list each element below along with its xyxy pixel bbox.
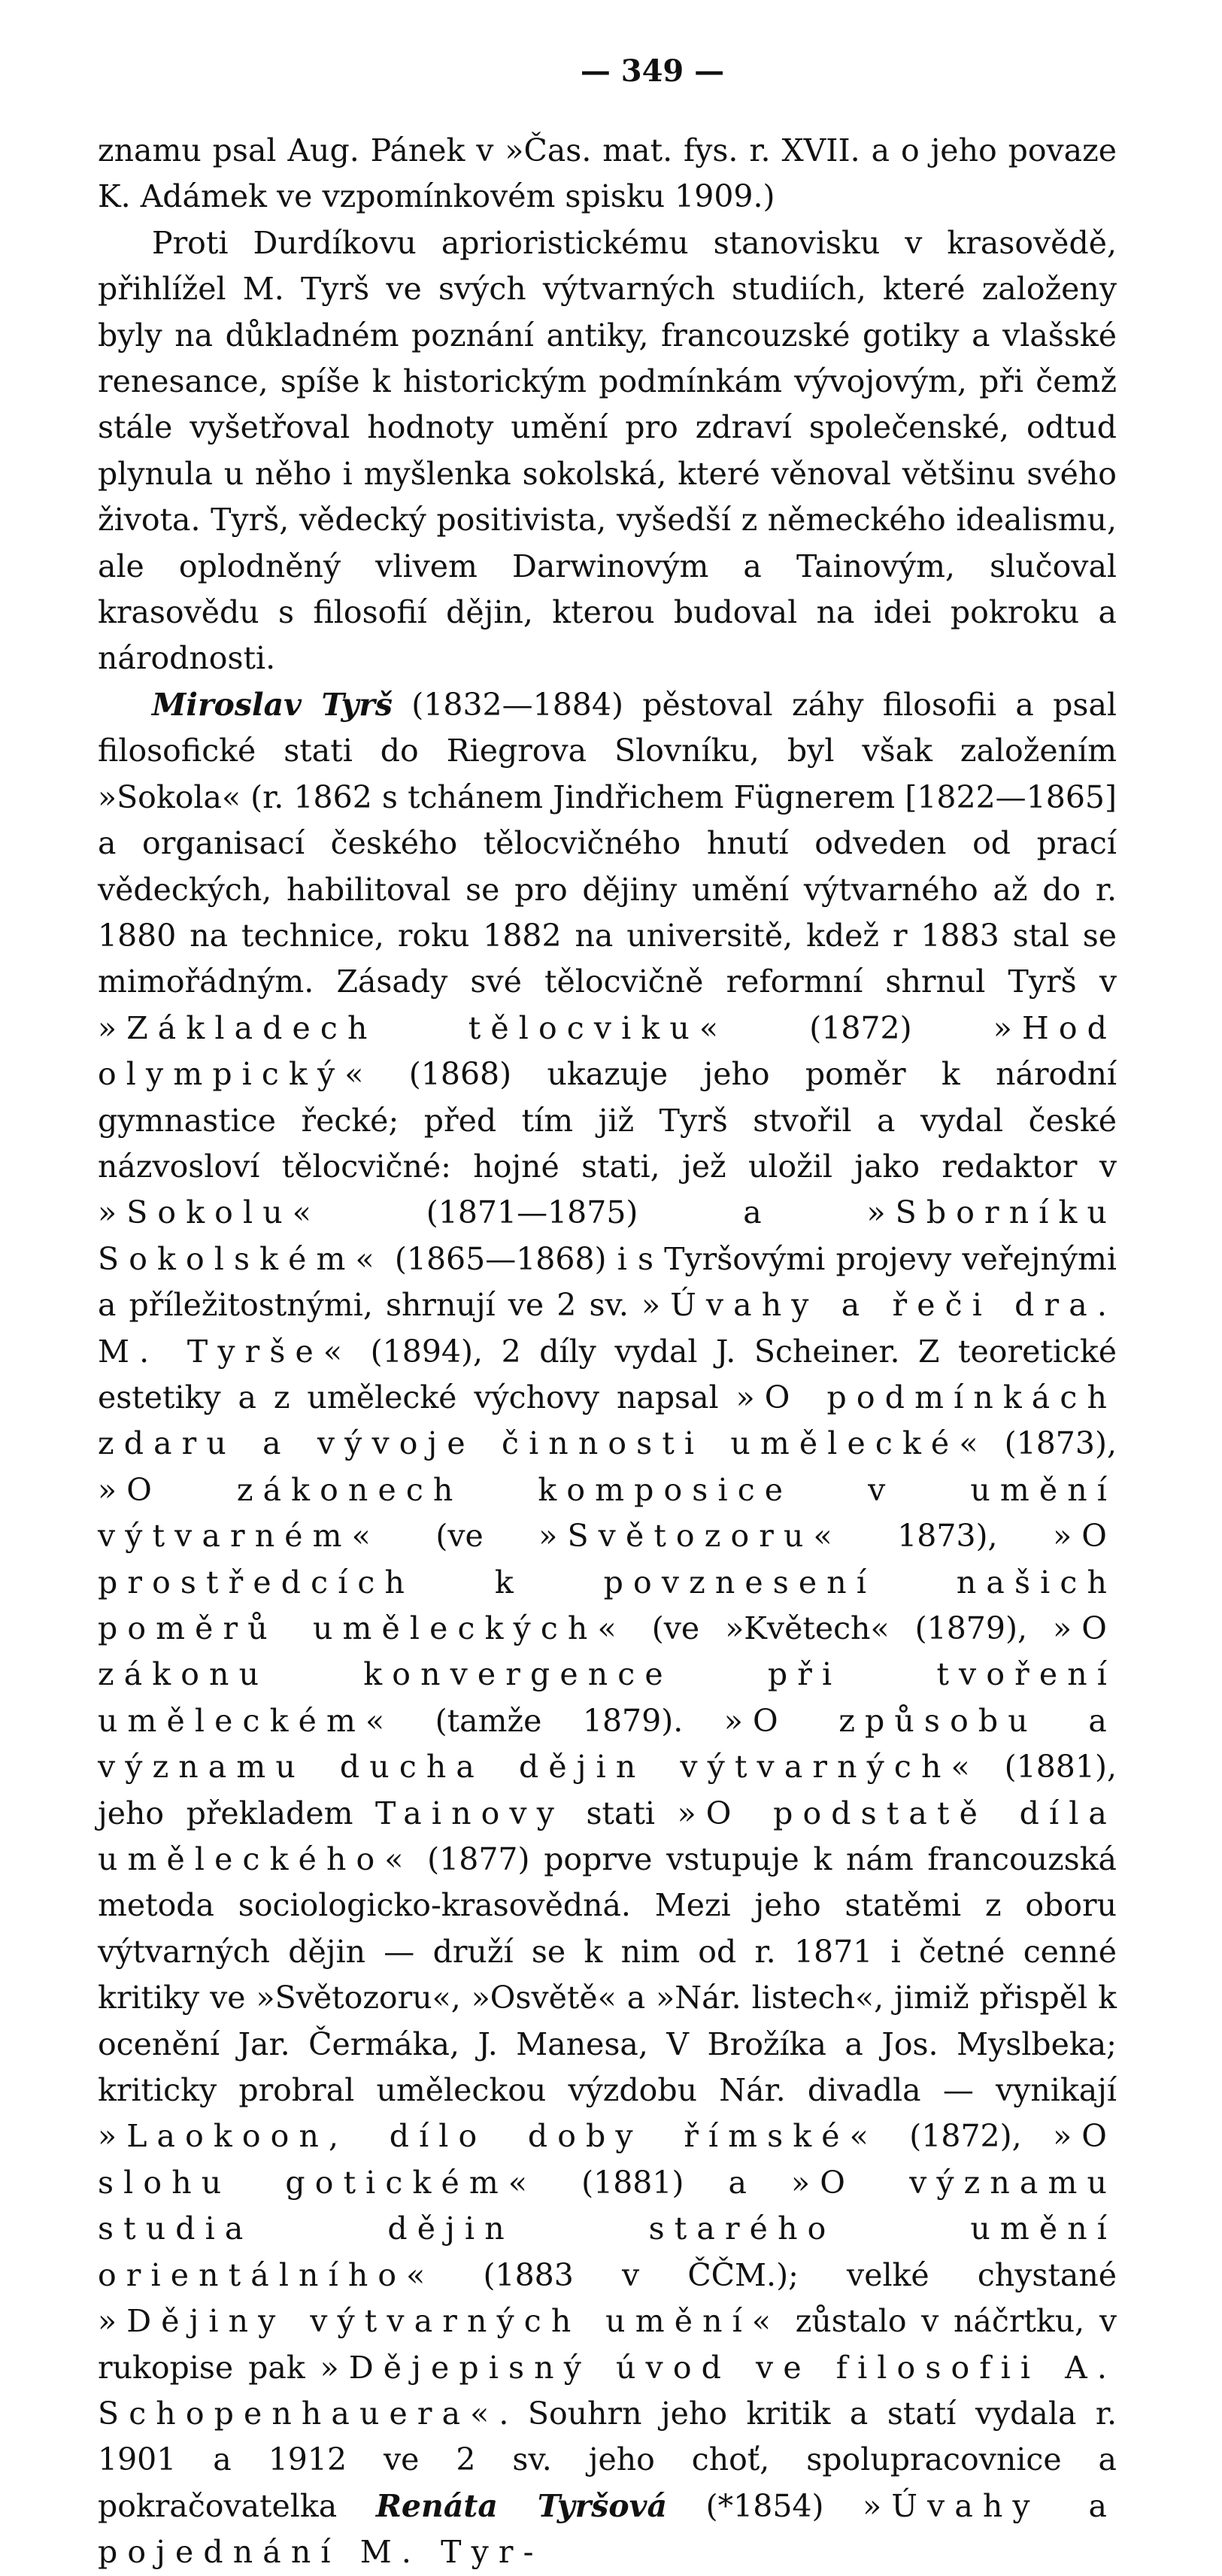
- text-run: stati: [563, 1795, 678, 1831]
- text-run: (1881), jeho překladem: [98, 1749, 1117, 1831]
- name-tainovy: Tainovy: [375, 1795, 564, 1831]
- text-run: (1871—1875) a: [320, 1194, 867, 1231]
- paragraph-continuation: znamu psal Aug. Pánek v »Čas. mat. fys. r. XVII. a o jeho povaze K. Adámek ve vzpomínkovém spisku 1909.): [98, 132, 1117, 215]
- text-run: (1883 v ČČM.); velké chystané: [435, 2256, 1117, 2293]
- text-run: (ve: [380, 1518, 539, 1555]
- text-run: (1877) poprve vstupuje k nám francouzská metoda sociologicko-krasovědná. Mezi jeho statěmi z oboru výtvarných dějin — druží se k nim od r. 1871 i četné cenné kritiky ve »Světozoru«, »Osvětě« a »Nár. listech«, jimiž přispěl k ocenění Jar. Čermáka, J. Manesa, V Brožíka a Jos. Myslbeka; kriticky probral uměleckou výzdobu Nár. divadla — vynikají: [98, 1841, 1117, 2109]
- title-zaklady: »Základech tělocviku«: [98, 1009, 729, 1046]
- title-sbornik: »Sborníku Sokolském«: [98, 1194, 1117, 1277]
- body-text: [98, 128, 1117, 2576]
- title-podstate: »O podstatě díla uměleckého«: [98, 1795, 1117, 1878]
- title-dejiny: »Dějiny výtvarných umění«: [98, 2303, 781, 2340]
- title-konvergence: »O zákonu konvergence při tvoření uměleckém«: [98, 1610, 1117, 1739]
- title-laokoon: »Laokoon, dílo doby římské«: [98, 2118, 878, 2155]
- page-number: — 349 —: [580, 53, 725, 89]
- text-run: (1872),: [878, 2118, 1054, 2155]
- paragraph-durdik: Proti Durdíkovu aprioristickému stanovisku v krasovědě, přihlížel M. Tyrš ve svých výtvarných studiích, které založeny byly na důkladném poznání antiky, francouzské gotiky a vlašské renesance, spíše k historickým podmínkám vývojovým, při čemž stále vyšetřoval hodnoty umění pro zdraví společenské, odtud plynula u něho i myšlenka sokolská, které věnoval většinu svého života. Tyrš, vědecký positivista, vyšedší z německého idealismu, ale oplodněný vlivem Darwinovým a Tainovým, slučoval krasovědu s filosofií dějin, kterou budoval na idei pokroku a národnosti.: [98, 224, 1117, 677]
- title-uvahy-pojednani: »Úvahy a pojednání M. Tyr-: [98, 2487, 1117, 2571]
- text-run: . Souhrn jeho kritik a statí vydala r. 1901 a 1912 ve 2 sv. jeho choť, spolupracovnice a pokračovatelka: [98, 2395, 1117, 2524]
- title-zpusobu: »O způsobu a významu ducha dějin výtvarných«: [98, 1702, 1117, 1786]
- text-run: (1868) ukazuje jeho poměr k národní gymnastice řecké; před tím již Tyrš stvořil a vydal české názvosloví tělocvičné: hojné stati, jež uložil jako redaktor v: [98, 1056, 1117, 1185]
- title-podminkach: »O podmínkách zdaru a vývoje činnosti umělecké«: [98, 1379, 1117, 1462]
- text-run: (1872): [728, 1009, 993, 1046]
- text-run: (1881) a: [537, 2164, 791, 2201]
- title-vyznamu-studia: »O významu studia dějin starého umění orientálního«: [98, 2164, 1117, 2293]
- text-run: zůstalo v náčrtku, v rukopise pak: [98, 2303, 1117, 2386]
- person-name-renata: Renáta Tyršová: [375, 2487, 668, 2524]
- title-prostredcich: »O prostředcích k povznesení našich poměrů uměleckých«: [98, 1518, 1117, 1646]
- text-run: (1873),: [987, 1425, 1117, 1462]
- title-dejepisny: »Dějepisný úvod ve filosofii A. Schopenhauera«: [98, 2349, 1117, 2432]
- text-run: 1873),: [841, 1518, 1054, 1555]
- text-run: (1894), 2 díly vydal J. Scheiner. Z teoretické estetiky a z umělecké výchovy napsal: [98, 1333, 1117, 1415]
- text-run: (*1854): [667, 2487, 863, 2524]
- title-hod-olympicky: »Hod olympický«: [98, 1009, 1117, 1093]
- paragraph-tyrs: [98, 682, 1117, 2576]
- title-sokol: »Sokolu«: [98, 1194, 321, 1231]
- title-svetozor: »Světozoru«: [538, 1518, 842, 1555]
- text-run: (1865—1868) i s Tyršovými projevy veřejnými a příležitostnými, shrnují ve 2 sv.: [98, 1240, 1117, 1324]
- title-zakonech: »O zákonech komposice v umění výtvarném«: [98, 1471, 1117, 1555]
- document-page: [98, 45, 1117, 2576]
- text-run: (ve »Květech« (1879),: [626, 1610, 1054, 1646]
- title-uvahy-reci: »Úvahy a řeči dra. M. Tyrše«: [98, 1287, 1117, 1370]
- text-run: (tamže 1879).: [394, 1702, 724, 1739]
- title-slohu: »O slohu gotickém«: [98, 2118, 1117, 2201]
- text-run: (1832—1884) pěstoval záhy filosofii a psal filosofické stati do Riegrova Slovníku, byl však založením »Sokola« (r. 1862 s tchánem Jindřichem Fügnerem [1822—1865] a organisací českého tělocvičného hnutí odveden od prací vědeckých, habilitoval se pro dějiny umění výtvarného až do r. 1880 na technice, roku 1882 na universitě, kdež r 1883 stal se mimořádným. Zásady své tělocvičně reformní shrnul Tyrš v: [98, 686, 1117, 1000]
- person-name-tyrs: Miroslav Tyrš: [152, 686, 393, 723]
